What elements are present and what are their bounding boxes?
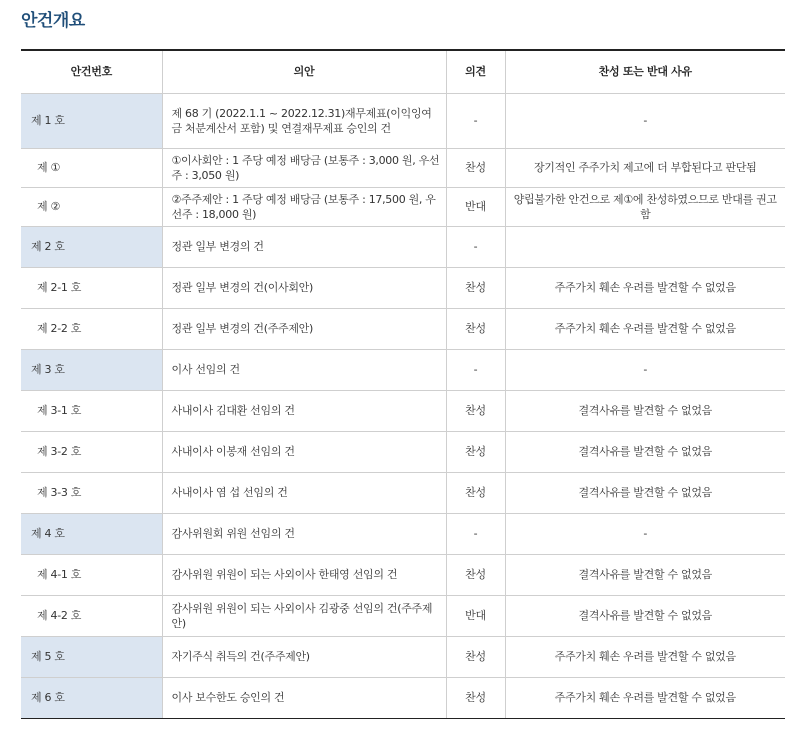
- table-row: [21, 308, 785, 349]
- table-row: [21, 226, 785, 267]
- opinion: 찬성: [446, 148, 505, 187]
- agenda-number: 제 5 호: [21, 636, 162, 677]
- header-reason: 찬성 또는 반대 사유: [505, 50, 785, 93]
- opinion: -: [446, 513, 505, 554]
- reason: 결격사유를 발견할 수 없었음: [505, 472, 785, 513]
- agenda-number: 제 4-2 호: [21, 595, 162, 636]
- agenda-number: 제 3-1 호: [21, 390, 162, 431]
- header-agenda-number: 안건번호: [21, 50, 162, 93]
- agenda-title: 감사위원회 위원 선임의 건: [162, 513, 446, 554]
- table-header-row: [21, 50, 785, 93]
- agenda-title: ②주주제안 : 1 주당 예정 배당금 (보통주 : 17,500 원, 우선주 : 18,000 원): [162, 187, 446, 226]
- opinion: 반대: [446, 595, 505, 636]
- reason: 장기적인 주주가치 제고에 더 부합된다고 판단됨: [505, 148, 785, 187]
- opinion: 찬성: [446, 677, 505, 718]
- table-row: [21, 677, 785, 718]
- agenda-number: 제 3-2 호: [21, 431, 162, 472]
- agenda-title: 감사위원 위원이 되는 사외이사 김광중 선임의 건(주주제안): [162, 595, 446, 636]
- agenda-title: 정관 일부 변경의 건: [162, 226, 446, 267]
- reason: 결격사유를 발견할 수 없었음: [505, 595, 785, 636]
- agenda-title: 사내이사 김대환 선임의 건: [162, 390, 446, 431]
- table-row: [21, 431, 785, 472]
- table-row: [21, 390, 785, 431]
- reason: 결격사유를 발견할 수 없었음: [505, 431, 785, 472]
- table-row: [21, 513, 785, 554]
- agenda-title: 자기주식 취득의 건(주주제안): [162, 636, 446, 677]
- opinion: 찬성: [446, 390, 505, 431]
- reason: 주주가치 훼손 우려를 발견할 수 없었음: [505, 677, 785, 718]
- table-row: [21, 187, 785, 226]
- reason: 주주가치 훼손 우려를 발견할 수 없었음: [505, 636, 785, 677]
- table-row: [21, 93, 785, 148]
- agenda-number: 제 3 호: [21, 349, 162, 390]
- reason: 결격사유를 발견할 수 없었음: [505, 390, 785, 431]
- reason: 결격사유를 발견할 수 없었음: [505, 554, 785, 595]
- opinion: 반대: [446, 187, 505, 226]
- reason: -: [505, 513, 785, 554]
- agenda-title: 정관 일부 변경의 건(이사회안): [162, 267, 446, 308]
- table-row: [21, 267, 785, 308]
- agenda-number: 제 ①: [21, 148, 162, 187]
- reason: 양립불가한 안건으로 제①에 찬성하였으므로 반대를 권고함: [505, 187, 785, 226]
- agenda-number: 제 2 호: [21, 226, 162, 267]
- opinion: 찬성: [446, 267, 505, 308]
- table-row: [21, 349, 785, 390]
- opinion: 찬성: [446, 554, 505, 595]
- reason: -: [505, 349, 785, 390]
- agenda-number: 제 ②: [21, 187, 162, 226]
- agenda-title: 감사위원 위원이 되는 사외이사 한태영 선임의 건: [162, 554, 446, 595]
- reason: 주주가치 훼손 우려를 발견할 수 없었음: [505, 308, 785, 349]
- agenda-number: 제 6 호: [21, 677, 162, 718]
- opinion: -: [446, 226, 505, 267]
- agenda-number: 제 2-2 호: [21, 308, 162, 349]
- table-row: [21, 472, 785, 513]
- agenda-number: 제 2-1 호: [21, 267, 162, 308]
- agenda-number: 제 3-3 호: [21, 472, 162, 513]
- agenda-title: 이사 보수한도 승인의 건: [162, 677, 446, 718]
- agenda-number: 제 4 호: [21, 513, 162, 554]
- agenda-title: 제 68 기 (2022.1.1 ~ 2022.12.31)재무제표(이익잉여금 처분계산서 포함) 및 연결재무제표 승인의 건: [162, 93, 446, 148]
- opinion: 찬성: [446, 636, 505, 677]
- table-row: [21, 554, 785, 595]
- agenda-title: 사내이사 이봉재 선임의 건: [162, 431, 446, 472]
- opinion: -: [446, 93, 505, 148]
- agenda-title: 정관 일부 변경의 건(주주제안): [162, 308, 446, 349]
- agenda-number: 제 1 호: [21, 93, 162, 148]
- opinion: 찬성: [446, 472, 505, 513]
- reason: -: [505, 93, 785, 148]
- section-title: 안건개요: [21, 11, 85, 31]
- agenda-title: 사내이사 염 섭 선임의 건: [162, 472, 446, 513]
- agenda-number: 제 4-1 호: [21, 554, 162, 595]
- table-body: [21, 93, 785, 718]
- agenda-title: ①이사회안 : 1 주당 예정 배당금 (보통주 : 3,000 원, 우선주 : 3,050 원): [162, 148, 446, 187]
- opinion: 찬성: [446, 308, 505, 349]
- reason: 주주가치 훼손 우려를 발견할 수 없었음: [505, 267, 785, 308]
- table-row: [21, 148, 785, 187]
- opinion: -: [446, 349, 505, 390]
- header-agenda-title: 의안: [162, 50, 446, 93]
- header-opinion: 의견: [446, 50, 505, 93]
- table-row: [21, 636, 785, 677]
- opinion: 찬성: [446, 431, 505, 472]
- reason: [505, 226, 785, 267]
- agenda-table: [21, 49, 785, 719]
- table-row: [21, 595, 785, 636]
- agenda-title: 이사 선임의 건: [162, 349, 446, 390]
